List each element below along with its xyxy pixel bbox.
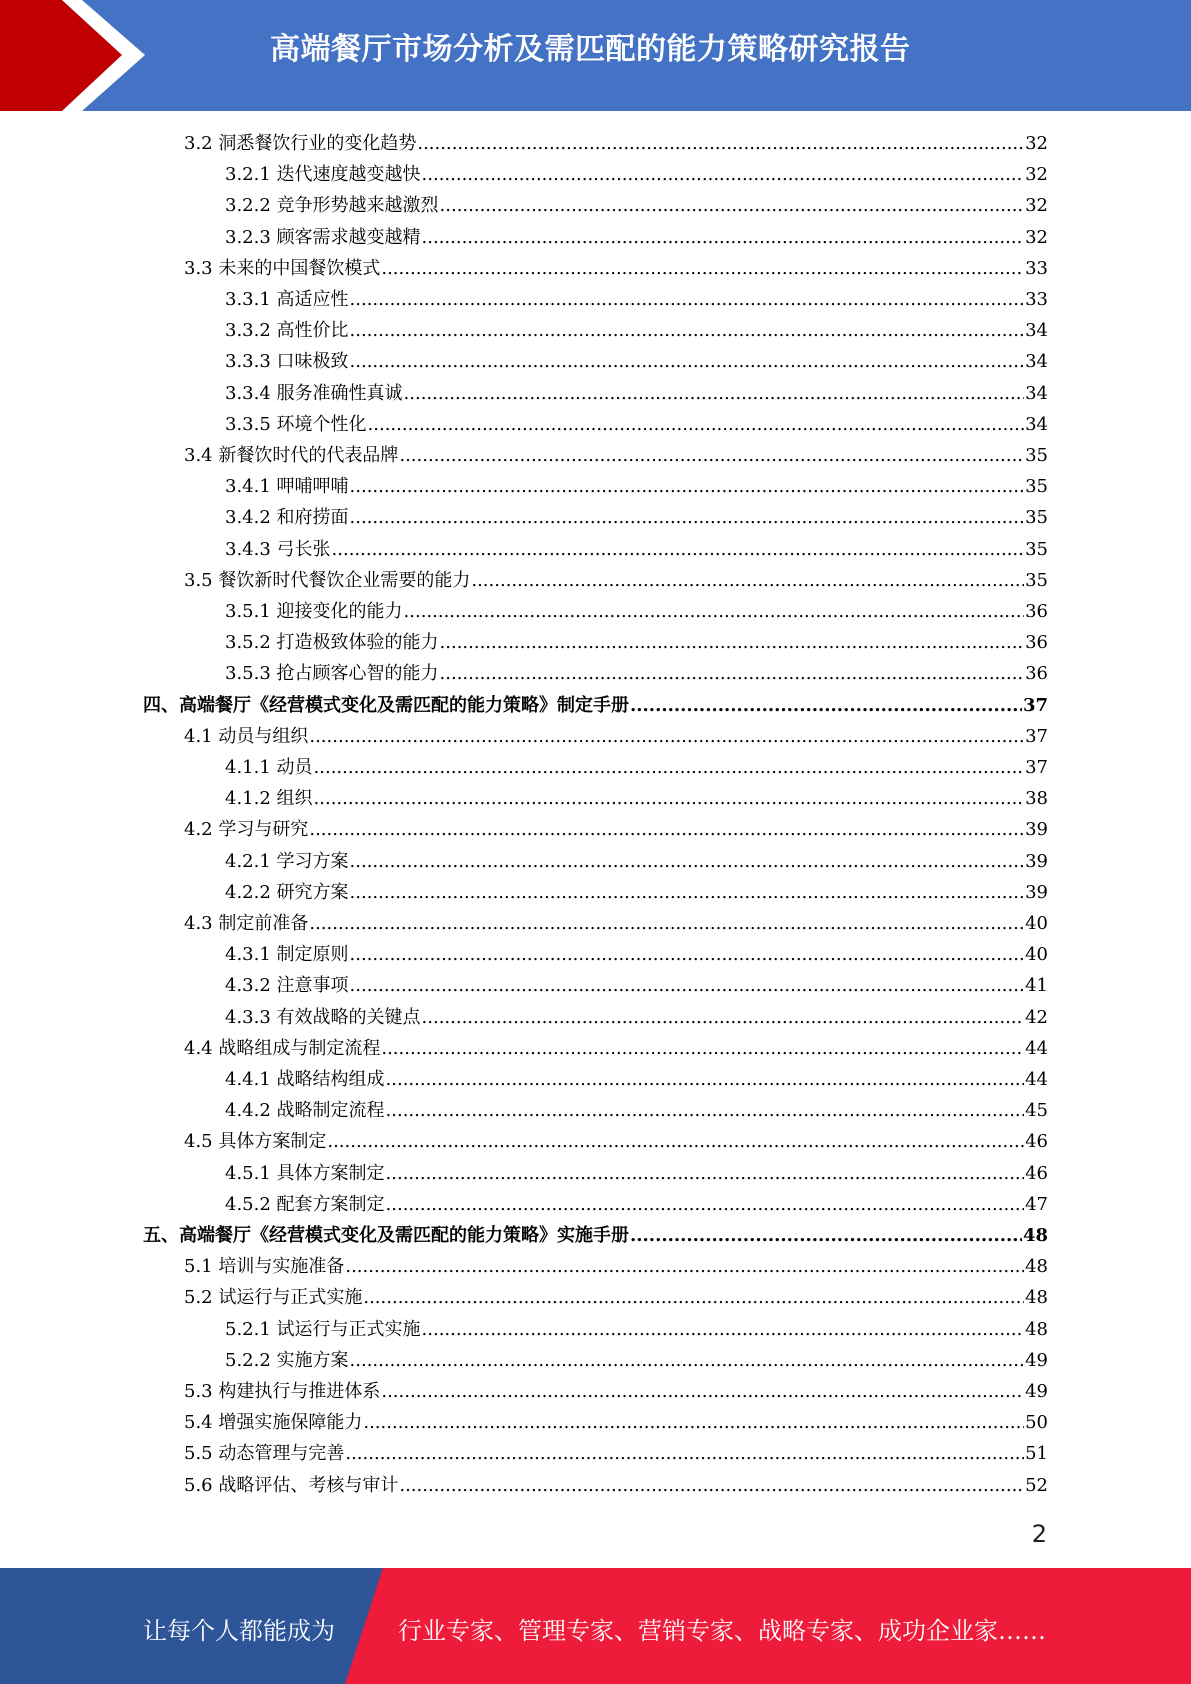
toc-entry[interactable]: [184, 565, 1048, 596]
toc-entry-page: 34: [1025, 351, 1048, 373]
toc-leader-dots: [350, 502, 1025, 533]
toc-entry-label: 3.5.2 打造极致体验的能力: [225, 632, 439, 654]
toc-entry-label: 4.1.1 动员: [225, 757, 313, 778]
toc-leader-dots: [386, 1095, 1025, 1126]
toc-entry-page: 52: [1025, 1474, 1048, 1496]
toc-entry-page: 35: [1025, 538, 1048, 560]
toc-leader-dots: [386, 1158, 1025, 1189]
toc-entry-label: 5.3 构建执行与推进体系: [184, 1381, 381, 1402]
toc-entry-label: 4.3.3 有效战略的关键点: [225, 1006, 421, 1028]
toc-entry-page: 48: [1025, 1318, 1048, 1340]
toc-leader-dots: [381, 1376, 1024, 1407]
toc-entry-page: 45: [1025, 1100, 1048, 1122]
toc-entry-label: 3.2 洞悉餐饮行业的变化趋势: [184, 133, 417, 154]
toc-entry-label: 4.2.1 学习方案: [225, 850, 349, 872]
toc-leader-dots: [350, 846, 1025, 877]
toc-entry-page: 48: [1022, 1225, 1048, 1246]
toc-entry-page: 47: [1025, 1193, 1048, 1215]
toc-leader-dots: [404, 378, 1025, 409]
toc-entry[interactable]: [184, 1407, 1048, 1438]
toc-entry-label: 4.2 学习与研究: [184, 819, 309, 841]
toc-entry-label: 4.5.1 具体方案制定: [225, 1162, 385, 1184]
toc-entry-label: 4.4 战略组成与制定流程: [184, 1037, 381, 1059]
toc-entry-label: 3.5.3 抢占顾客心智的能力: [225, 663, 439, 685]
toc-leader-dots: [630, 690, 1022, 721]
toc-entry[interactable]: [225, 627, 1048, 658]
toc-entry-label: 4.5 具体方案制定: [184, 1131, 327, 1153]
toc-leader-dots: [386, 1064, 1025, 1095]
toc-entry-page: 37: [1022, 694, 1048, 716]
page-number: 2: [1031, 1520, 1047, 1548]
toc-entry-page: 48: [1025, 1256, 1048, 1278]
toc-entry[interactable]: [225, 783, 1048, 814]
toc-entry-page: 32: [1025, 164, 1048, 186]
toc-entry-page: 46: [1025, 1162, 1048, 1184]
toc-leader-dots: [350, 315, 1025, 346]
toc-entry-page: 38: [1025, 788, 1048, 810]
toc-entry[interactable]: [225, 284, 1048, 315]
toc-entry[interactable]: [184, 721, 1048, 752]
toc-entry-label: 五、高端餐厅《经营模式变化及需匹配的能力策略》实施手册: [143, 1225, 629, 1246]
toc-entry-page: 42: [1025, 1006, 1048, 1028]
toc-entry-label: 3.3.5 环境个性化: [225, 413, 367, 435]
toc-entry[interactable]: [225, 159, 1048, 190]
toc-entry-page: 34: [1025, 382, 1048, 404]
footer-slogan-left: 让每个人都能成为: [143, 1617, 335, 1645]
toc-entry[interactable]: [184, 1033, 1048, 1064]
toc-entry[interactable]: [225, 409, 1048, 440]
toc-entry-page: 44: [1025, 1069, 1048, 1090]
toc-leader-dots: [422, 1002, 1025, 1033]
toc-leader-dots: [350, 1345, 1025, 1376]
toc-entry[interactable]: [225, 315, 1048, 346]
toc-entry-page: 49: [1025, 1381, 1048, 1402]
toc-entry[interactable]: [225, 1158, 1048, 1189]
page-header: [0, 0, 1191, 111]
toc-leader-dots: [350, 284, 1025, 315]
toc-entry-label: 3.2.1 迭代速度越变越快: [225, 164, 421, 186]
toc-entry[interactable]: [225, 190, 1048, 221]
toc-entry-page: 44: [1025, 1037, 1048, 1059]
toc-entry[interactable]: [225, 1064, 1048, 1095]
toc-entry-page: 50: [1025, 1412, 1048, 1434]
toc-leader-dots: [471, 565, 1024, 596]
toc-entry[interactable]: [225, 752, 1048, 783]
toc-leader-dots: [368, 409, 1025, 440]
toc-leader-dots: [345, 1438, 1024, 1469]
toc-entry-label: 3.4 新餐饮时代的代表品牌: [184, 445, 399, 466]
toc-entry-label: 4.1 动员与组织: [184, 725, 309, 747]
toc-entry-page: 32: [1025, 195, 1048, 217]
toc-entry-page: 33: [1025, 257, 1048, 279]
toc-leader-dots: [314, 752, 1025, 783]
toc-leader-dots: [350, 346, 1025, 377]
toc-entry-page: 39: [1025, 819, 1048, 841]
toc-leader-dots: [422, 159, 1025, 190]
toc-entry[interactable]: [225, 346, 1048, 377]
toc-entry-page: 36: [1025, 632, 1048, 654]
toc-entry[interactable]: [184, 1282, 1048, 1313]
toc-entry-label: 5.6 战略评估、考核与审计: [184, 1474, 399, 1496]
toc-leader-dots: [440, 627, 1025, 658]
toc-entry-label: 4.3.2 注意事项: [225, 975, 349, 997]
toc-entry[interactable]: [184, 1470, 1048, 1501]
toc-entry-label: 3.2.3 顾客需求越变越精: [225, 226, 421, 248]
toc-leader-dots: [309, 721, 1024, 752]
toc-entry-label: 5.2.2 实施方案: [225, 1349, 349, 1371]
toc-entry[interactable]: [225, 1189, 1048, 1220]
toc-entry-label: 3.3.2 高性价比: [225, 320, 349, 342]
toc-leader-dots: [404, 596, 1025, 627]
toc-leader-dots: [386, 1189, 1025, 1220]
toc-leader-dots: [345, 1251, 1024, 1282]
toc-entry-page: 39: [1025, 881, 1048, 903]
toc-entry[interactable]: [225, 1002, 1048, 1033]
toc-entry-label: 5.4 增强实施保障能力: [184, 1412, 363, 1434]
toc-entry-label: 4.3.1 制定原则: [225, 944, 349, 966]
toc-leader-dots: [309, 908, 1024, 939]
toc-entry[interactable]: [184, 1126, 1048, 1157]
toc-entry-page: 36: [1025, 663, 1048, 685]
toc-entry-label: 5.5 动态管理与完善: [184, 1443, 345, 1465]
toc-entry[interactable]: [143, 690, 1048, 721]
toc-entry-label: 4.5.2 配套方案制定: [225, 1193, 385, 1215]
toc-leader-dots: [332, 534, 1025, 565]
toc-entry-label: 4.4.1 战略结构组成: [225, 1069, 385, 1090]
toc-leader-dots: [422, 1314, 1025, 1345]
toc-leader-dots: [350, 877, 1025, 908]
toc-entry[interactable]: [225, 378, 1048, 409]
toc-leader-dots: [327, 1126, 1024, 1157]
toc-leader-dots: [399, 440, 1024, 471]
toc-entry[interactable]: [184, 1251, 1048, 1282]
toc-entry[interactable]: [184, 814, 1048, 845]
toc-entry[interactable]: [184, 908, 1048, 939]
toc-leader-dots: [314, 783, 1025, 814]
toc-leader-dots: [350, 970, 1025, 1001]
toc-entry-page: 34: [1025, 413, 1048, 435]
toc-entry[interactable]: [225, 1345, 1048, 1376]
toc-entry-page: 37: [1025, 757, 1048, 778]
toc-entry-label: 3.4.2 和府捞面: [225, 507, 349, 529]
toc-entry-label: 3.3.3 口味极致: [225, 351, 349, 373]
toc-leader-dots: [350, 471, 1025, 502]
toc-entry-label: 3.5.1 迎接变化的能力: [225, 601, 403, 622]
toc-entry-label: 5.2.1 试运行与正式实施: [225, 1318, 421, 1340]
toc-entry[interactable]: [225, 846, 1048, 877]
toc-entry-label: 4.4.2 战略制定流程: [225, 1100, 385, 1122]
toc-leader-dots: [381, 253, 1024, 284]
toc-leader-dots: [630, 1220, 1022, 1251]
toc-entry[interactable]: [225, 1314, 1048, 1345]
toc-entry-page: 35: [1025, 569, 1048, 591]
toc-entry[interactable]: [225, 877, 1048, 908]
toc-entry[interactable]: [184, 440, 1048, 471]
toc-entry-label: 3.3 未来的中国餐饮模式: [184, 257, 381, 279]
toc-entry-label: 3.4.1 呷哺呷哺: [225, 476, 349, 498]
toc-entry-page: 32: [1025, 133, 1048, 154]
toc-entry-page: 34: [1025, 320, 1048, 342]
toc-entry[interactable]: [225, 970, 1048, 1001]
toc-entry-label: 4.2.2 研究方案: [225, 881, 349, 903]
toc-entry-page: 35: [1025, 476, 1048, 498]
toc-entry-page: 46: [1025, 1131, 1048, 1153]
toc-entry-page: 41: [1025, 975, 1048, 997]
toc-entry[interactable]: [225, 471, 1048, 502]
toc-entry-page: 32: [1025, 226, 1048, 248]
toc-entry[interactable]: [184, 128, 1048, 159]
toc-entry-page: 40: [1025, 944, 1048, 966]
toc-entry-page: 37: [1025, 725, 1048, 747]
toc-entry-page: 51: [1025, 1443, 1048, 1465]
toc-entry-page: 49: [1025, 1349, 1048, 1371]
toc-leader-dots: [417, 128, 1024, 159]
toc-entry[interactable]: [184, 1376, 1048, 1407]
document-title: 高端餐厅市场分析及需匹配的能力策略研究报告: [270, 32, 911, 67]
toc-leader-dots: [363, 1407, 1024, 1438]
footer-slogan-right: 行业专家、管理专家、营销专家、战略专家、成功企业家……: [398, 1617, 1046, 1645]
toc-entry[interactable]: [184, 1438, 1048, 1469]
toc-entry-label: 5.2 试运行与正式实施: [184, 1287, 363, 1309]
toc-entry-label: 5.1 培训与实施准备: [184, 1256, 345, 1278]
toc-leader-dots: [381, 1033, 1024, 1064]
toc-entry[interactable]: [225, 939, 1048, 970]
toc-entry[interactable]: [225, 534, 1048, 565]
toc-entry[interactable]: [143, 1220, 1048, 1251]
toc-entry[interactable]: [184, 253, 1048, 284]
toc-entry[interactable]: [225, 596, 1048, 627]
toc-leader-dots: [440, 658, 1025, 689]
toc-leader-dots: [363, 1282, 1024, 1313]
toc-leader-dots: [422, 222, 1025, 253]
toc-leader-dots: [440, 190, 1025, 221]
toc-entry-page: 36: [1025, 601, 1048, 622]
toc-leader-dots: [309, 814, 1024, 845]
toc-entry-page: 35: [1025, 507, 1048, 529]
page-footer: [0, 1568, 1191, 1684]
toc-entry-label: 3.2.2 竞争形势越来越激烈: [225, 195, 439, 217]
toc-entry-label: 4.3 制定前准备: [184, 913, 309, 934]
toc-leader-dots: [399, 1470, 1024, 1501]
toc-entry-label: 4.1.2 组织: [225, 788, 313, 810]
toc-entry-label: 四、高端餐厅《经营模式变化及需匹配的能力策略》制定手册: [143, 694, 629, 716]
toc-entry[interactable]: [225, 1095, 1048, 1126]
toc-entry-page: 35: [1025, 445, 1048, 466]
toc-entry-page: 40: [1025, 913, 1048, 934]
toc-entry-page: 33: [1025, 289, 1048, 310]
toc-entry-label: 3.4.3 弓长张: [225, 538, 331, 560]
toc-entry[interactable]: [225, 658, 1048, 689]
toc-entry-label: 3.3.4 服务准确性真诚: [225, 382, 403, 404]
toc-entry-label: 3.5 餐饮新时代餐饮企业需要的能力: [184, 569, 471, 591]
toc-entry-label: 3.3.1 高适应性: [225, 289, 349, 310]
toc-entry-page: 39: [1025, 850, 1048, 872]
toc-leader-dots: [350, 939, 1025, 970]
toc-entry[interactable]: [225, 502, 1048, 533]
toc-entry[interactable]: [225, 222, 1048, 253]
toc-entry-page: 48: [1025, 1287, 1048, 1309]
